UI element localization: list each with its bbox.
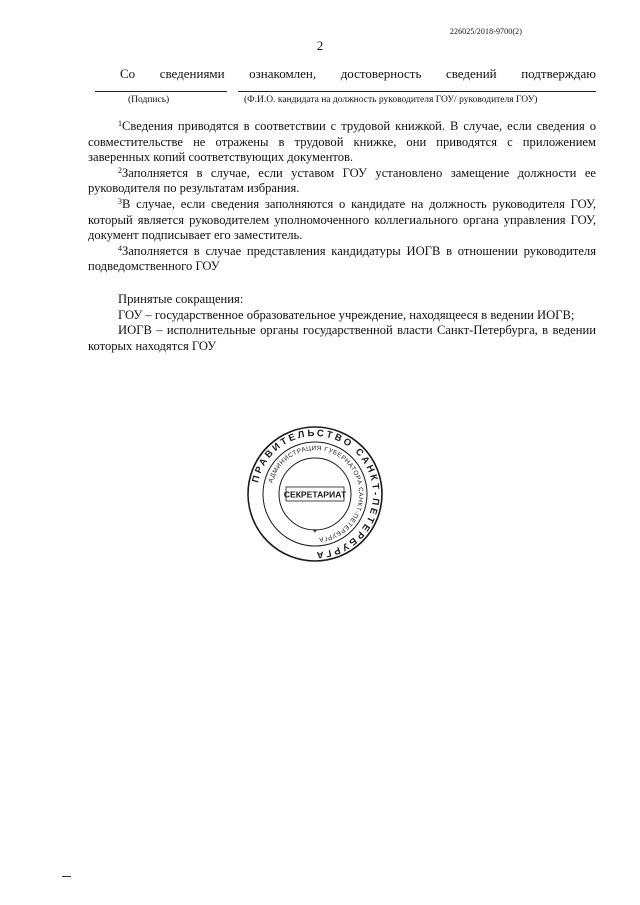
footnote-mark: 2: [118, 165, 122, 175]
ack-word: ознакомлен,: [249, 66, 317, 81]
ack-word: достоверность: [340, 66, 422, 81]
page-number: 2: [316, 38, 324, 53]
ack-word: сведений: [445, 66, 497, 81]
ack-word: сведениями: [159, 66, 225, 81]
signature-line: [95, 91, 227, 92]
official-seal-stamp: [245, 424, 385, 564]
name-line: [238, 91, 596, 92]
seal-center-text: СЕКРЕТАРИАТ: [283, 489, 347, 500]
abbreviation-item: ГОУ – государственное образовательное учреждение, находящееся в ведении ИОГВ;: [118, 307, 575, 322]
abbreviation-item: ИОГВ – исполнительные органы государственной власти Санкт-Петербурга, в ведении которых находятся ГОУ: [88, 323, 596, 353]
seal-graphic: [245, 424, 385, 564]
footnote-text: Сведения приводятся в соответствии с трудовой книжкой. В случае, если сведения о совместительстве не отражены в трудовой книжке, они приводятся с приложением заверенных копий соответствующих документов.: [88, 119, 596, 165]
ack-word: подтверждаю: [521, 66, 596, 81]
name-caption: (Ф.И.О. кандидата на должность руководителя ГОУ/ руководителя ГОУ): [244, 95, 538, 105]
seal-inner-text: АДМИНИСТРАЦИЯ ГУБЕРНАТОРА САНКТ-ПЕТЕРБУРГА: [267, 444, 365, 543]
ack-word: Со: [120, 66, 136, 81]
footnote-mark: 4: [118, 243, 122, 253]
footnotes-section: [88, 119, 596, 275]
footnote-1: [88, 119, 596, 166]
footnote-2: [88, 166, 596, 197]
footnote-text: Заполняется в случае представления кандидатуры ИОГВ в отношении руководителя подведомственного ГОУ: [88, 243, 596, 274]
abbreviations-heading: Принятые сокращения:: [118, 292, 244, 306]
footnote-mark: 3: [118, 196, 122, 206]
footnote-3: [88, 197, 596, 244]
signature-caption: (Подпись): [128, 95, 170, 105]
seal-outer-text: ПРАВИТЕЛЬСТВО САНКТ-ПЕТЕРБУРГА: [250, 427, 382, 561]
abbreviations-section: [88, 292, 596, 354]
footnote-mark: 1: [118, 119, 122, 128]
page-edge-mark: [62, 876, 71, 877]
footnote-4: [88, 244, 596, 275]
document-registration-number: 226025/2018-9700(2): [449, 27, 522, 36]
seal-star-icon: *: [313, 528, 317, 539]
footnote-text: Заполняется в случае, если уставом ГОУ установлено замещение должности ее руководителя по результатам избрания.: [88, 165, 596, 196]
footnote-text: В случае, если сведения заполняются о кандидате на должность руководителя ГОУ, который является руководителем уполномоченного коллегиального органа управления ГОУ, документ подписывает его заместитель.: [88, 196, 596, 243]
acknowledgement-line: [120, 66, 596, 82]
